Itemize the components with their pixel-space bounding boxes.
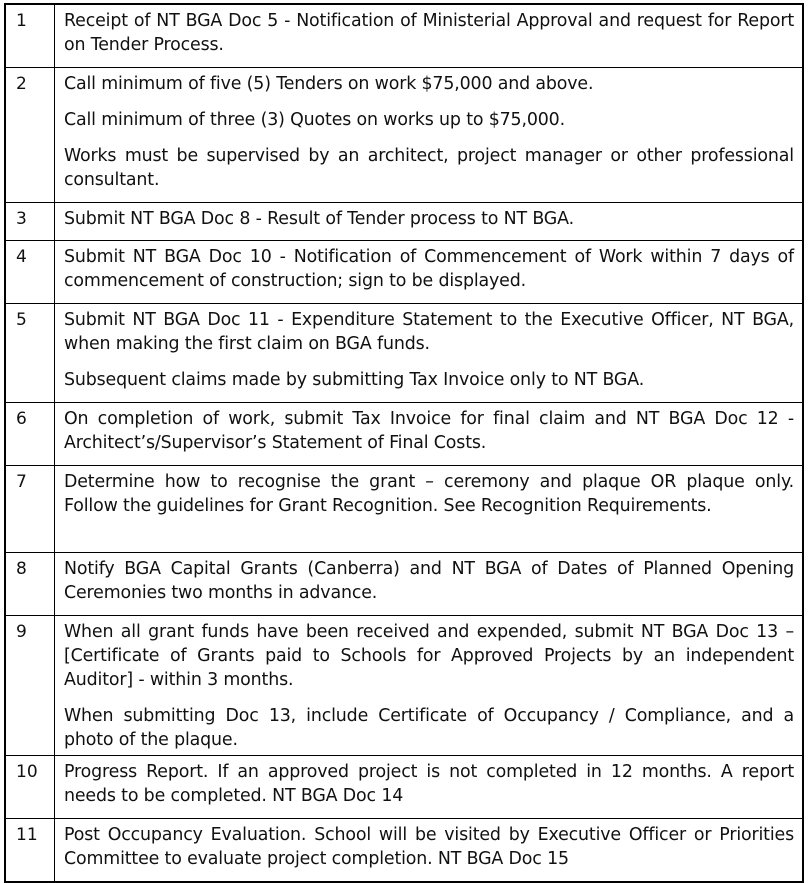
table-row — [5, 616, 803, 756]
table-row — [5, 819, 803, 883]
step-description — [55, 304, 804, 403]
procedure-table — [4, 3, 804, 883]
step-number: 5 — [5, 304, 55, 403]
step-paragraph: Subsequent claims made by submitting Tax Invoice only to NT BGA. — [64, 370, 645, 390]
step-paragraph: Works must be supervised by an architect, project manager or other professional consultant. — [64, 146, 794, 190]
step-paragraph: Call minimum of three (3) Quotes on works up to $75,000. — [64, 110, 565, 130]
step-paragraph: On completion of work, submit Tax Invoice for final claim and NT BGA Doc 12 - Architect’s/Supervisor’s Statement of Final Costs. — [64, 409, 794, 453]
step-paragraph: When submitting Doc 13, include Certificate of Occupancy / Compliance, and a photo of the plaque. — [64, 706, 794, 750]
step-paragraph: Submit NT BGA Doc 10 - Notification of Commencement of Work within 7 days of commencement of construction; sign to be displayed. — [64, 247, 794, 291]
step-paragraph: When all grant funds have been received and expended, submit NT BGA Doc 13 – [Certificate of Grants paid to Schools for Approved Projects by an independent Auditor] - within 3 months. — [64, 622, 794, 690]
table-row — [5, 553, 803, 616]
step-description — [55, 466, 804, 553]
step-paragraph: Submit NT BGA Doc 11 - Expenditure Statement to the Executive Officer, NT BGA, when making the first claim on BGA funds. — [64, 310, 794, 354]
step-number: 8 — [5, 553, 55, 616]
step-number: 2 — [5, 68, 55, 203]
step-number: 7 — [5, 466, 55, 553]
step-description — [55, 403, 804, 466]
step-paragraph: Submit NT BGA Doc 8 - Result of Tender process to NT BGA. — [64, 209, 574, 229]
step-description — [55, 241, 804, 304]
step-paragraph: Post Occupancy Evaluation. School will be visited by Executive Officer or Priorities Committee to evaluate project completion. NT BGA Doc 15 — [64, 825, 794, 869]
table-row — [5, 756, 803, 819]
table-row — [5, 203, 803, 241]
step-description — [55, 4, 804, 68]
step-paragraph: Determine how to recognise the grant – ceremony and plaque OR plaque only. Follow the guidelines for Grant Recognition. See Recognition Requirements. — [64, 472, 794, 516]
table-row — [5, 403, 803, 466]
table-row — [5, 466, 803, 553]
step-paragraph: Progress Report. If an approved project is not completed in 12 months. A report needs to be completed. NT BGA Doc 14 — [64, 762, 794, 806]
step-number: 1 — [5, 4, 55, 68]
step-number: 4 — [5, 241, 55, 304]
step-description — [55, 68, 804, 203]
step-description — [55, 203, 804, 241]
step-number: 3 — [5, 203, 55, 241]
step-description — [55, 553, 804, 616]
step-paragraph: Notify BGA Capital Grants (Canberra) and NT BGA of Dates of Planned Opening Ceremonies two months in advance. — [64, 559, 794, 603]
step-description — [55, 819, 804, 883]
step-number: 10 — [5, 756, 55, 819]
table-row — [5, 241, 803, 304]
step-description — [55, 616, 804, 756]
table-row — [5, 304, 803, 403]
table-row — [5, 68, 803, 203]
step-paragraph: Call minimum of five (5) Tenders on work $75,000 and above. — [64, 74, 594, 94]
step-number: 9 — [5, 616, 55, 756]
step-number: 11 — [5, 819, 55, 883]
step-paragraph: Receipt of NT BGA Doc 5 - Notification of Ministerial Approval and request for Report on Tender Process. — [64, 11, 794, 55]
step-number: 6 — [5, 403, 55, 466]
step-description — [55, 756, 804, 819]
table-row — [5, 4, 803, 68]
